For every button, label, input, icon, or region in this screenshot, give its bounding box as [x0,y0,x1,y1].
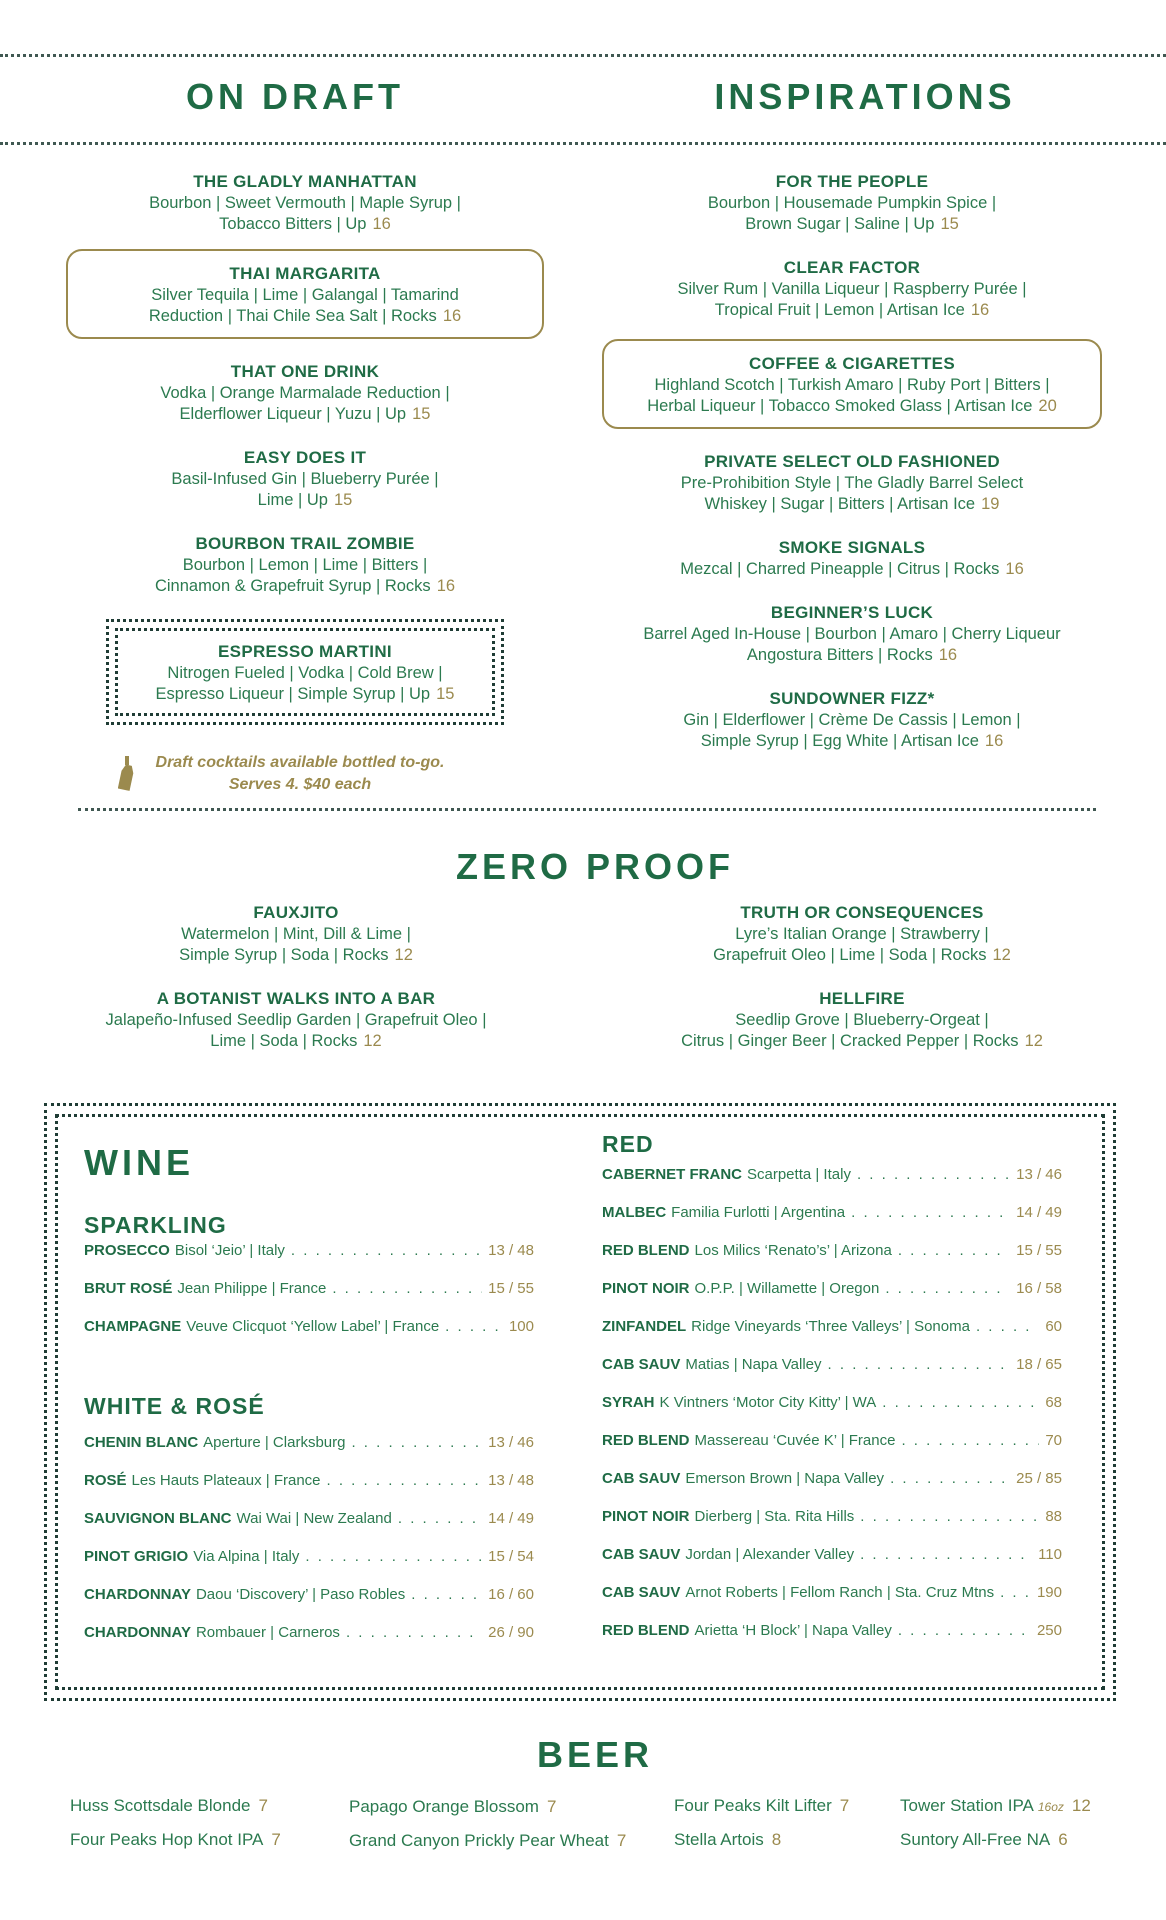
cocktail-price: 16 [970,301,990,319]
cocktail-desc: Seedlip Grove | Blueberry-Orgeat | [735,1011,989,1029]
beer-item [349,1797,626,1831]
cocktail-item [602,451,1102,515]
wine-detail: Wai Wai | New Zealand [236,1510,392,1527]
wine-varietal: MALBEC [602,1204,667,1221]
cocktail-item [642,902,1082,966]
cocktail-desc: Whiskey | Sugar | Bitters | Artisan Ice [704,495,976,513]
cocktail-desc: Bourbon | Lemon | Lime | Bitters | [182,556,428,574]
beer-item [349,1831,626,1865]
zero-proof-left-list [76,902,516,1074]
cocktail-desc: Simple Syrup | Soda | Rocks [179,946,389,964]
wine-row [602,1318,1062,1356]
wine-detail: Daou ‘Discovery’ | Paso Robles [195,1586,406,1603]
cocktail-name: EASY DOES IT [243,448,367,467]
beer-name: Four Peaks Hop Knot IPA [70,1830,264,1849]
beer-size: 16oz [1037,1800,1064,1814]
cocktail-price: 16 [1005,560,1024,578]
wine-row [602,1584,1062,1622]
wine-row [602,1204,1062,1242]
cocktail-name: PRIVATE SELECT OLD FASHIONED [704,452,1000,471]
wine-price: 110 [1038,1546,1062,1563]
cocktail-desc: Espresso Liqueur | Simple Syrup | Up [155,685,431,703]
cocktail-price: 16 [372,215,391,233]
cocktail-item [602,537,1102,580]
wine-row [84,1318,534,1356]
cocktail-price: 16 [938,646,958,664]
cocktail-item [602,171,1102,235]
beer-item [674,1830,849,1864]
wine-varietal: CHARDONNAY [84,1586,191,1603]
wine-detail: Jordan | Alexander Valley [685,1546,855,1563]
wine-row [84,1242,534,1280]
wine-detail: Via Alpina | Italy [193,1548,300,1565]
beer-price: 7 [839,1796,850,1815]
cocktail-price: 12 [1024,1032,1043,1050]
wine-detail: Les Hauts Plateaux | France [131,1472,321,1489]
cocktail-desc: Nitrogen Fueled | Vodka | Cold Brew | [167,664,443,682]
wine-detail: K Vintners ‘Motor City Kitty’ | WA [659,1394,877,1411]
wine-detail: Ridge Vineyards ‘Three Valleys’ | Sonoma [691,1318,970,1335]
beer-price: 7 [546,1797,557,1816]
beer-name: Suntory All-Free NA [900,1830,1051,1849]
cocktail-item [602,602,1102,666]
wine-detail: Massereau ‘Cuvée K’ | France [694,1432,896,1449]
on-draft-heading: ON DRAFT [186,76,404,117]
inspirations-list [602,171,1102,774]
wine-row [84,1624,534,1662]
wine-varietal: CAB SAUV [602,1584,681,1601]
wine-row [602,1622,1062,1660]
cocktail-price: 20 [1038,397,1057,415]
beer-name: Huss Scottsdale Blonde [70,1796,251,1815]
wine-detail: Scarpetta | Italy [747,1166,851,1183]
cocktail-desc: Cinnamon & Grapefruit Syrup | Rocks [154,577,431,595]
wine-price: 250 [1036,1622,1062,1639]
beer-item [900,1830,1091,1864]
wine-varietal: CAB SAUV [602,1356,681,1373]
cocktail-name: THAI MARGARITA [229,264,381,283]
sparkling-list [84,1242,534,1356]
wine-row [84,1586,534,1624]
wine-varietal: CHARDONNAY [84,1624,191,1641]
wine-detail: Veuve Clicquot ‘Yellow Label’ | France [186,1318,440,1335]
cocktail-price: 12 [394,946,413,964]
wine-price: 68 [1045,1394,1062,1411]
wine-row [602,1508,1062,1546]
beer-name: Four Peaks Kilt Lifter [674,1796,832,1815]
wine-detail: Rombauer | Carneros [195,1624,340,1641]
cocktail-name: TRUTH OR CONSEQUENCES [740,903,984,922]
top-dotted-rule [0,54,1166,57]
cocktail-price: 16 [984,732,1004,750]
cocktail-name: ESPRESSO MARTINI [218,642,392,661]
cocktail-price: 16 [436,577,456,595]
draft-to-go-note [140,752,460,796]
wine-varietal: CHENIN BLANC [84,1434,199,1451]
draft-note-line: Serves 4. $40 each [228,776,372,793]
cocktail-name: BOURBON TRAIL ZOMBIE [195,534,415,553]
cocktail-desc: Pre-Prohibition Style | The Gladly Barrel Select [680,474,1024,492]
cocktail-desc: Citrus | Ginger Beer | Cracked Pepper | Rocks [681,1032,1019,1050]
cocktail-desc: Bourbon | Housemade Pumpkin Spice | [707,194,997,212]
beer-price: 7 [271,1830,281,1849]
wine-varietal: PINOT NOIR [602,1508,690,1525]
wine-row [602,1432,1062,1470]
beer-name: Papago Orange Blossom [349,1797,539,1816]
wine-varietal: RED BLEND [602,1432,690,1449]
cocktail-price: 15 [412,405,431,423]
wine-heading: WINE [84,1142,194,1183]
beer-heading: BEER [536,1734,654,1775]
beer-item [674,1796,849,1830]
wine-price: 16 / 58 [1016,1280,1062,1297]
beer-name: Tower Station IPA [900,1796,1034,1815]
beer-item [70,1830,281,1864]
wine-row [84,1548,534,1586]
beer-price: 6 [1058,1830,1068,1849]
wine-row [84,1472,534,1510]
cocktail-desc: Grapefruit Oleo | Lime | Soda | Rocks [713,946,987,964]
espresso-martini-box [106,619,504,725]
cocktail-desc: Silver Rum | Vanilla Liqueur | Raspberry Purée | [677,280,1027,298]
wine-varietal: PROSECCO [84,1242,170,1259]
cocktail-price: 12 [363,1032,382,1050]
wine-price: 13 / 46 [488,1434,534,1451]
wine-price: 25 / 85 [1016,1470,1062,1487]
cocktail-item [76,988,516,1052]
beer-column [70,1796,281,1864]
wine-row [84,1510,534,1548]
beer-item [900,1796,1091,1830]
cocktail-desc: Elderflower Liqueur | Yuzu | Up [179,405,407,423]
beer-column [674,1796,849,1864]
cocktail-price: 12 [992,946,1011,964]
bottle-icon [118,756,136,797]
wine-varietal: BRUT ROSÉ [84,1280,173,1297]
wine-varietal: ZINFANDEL [602,1318,687,1335]
cocktail-item [602,688,1102,752]
wine-detail: Aperture | Clarksburg [203,1434,346,1451]
wine-row [84,1280,534,1318]
wine-varietal: CABERNET FRANC [602,1166,742,1183]
wine-price: 100 [508,1318,534,1335]
wine-varietal: CAB SAUV [602,1470,681,1487]
wine-detail: Dierberg | Sta. Rita Hills [694,1508,855,1525]
cocktail-desc: Lime | Up [257,491,328,509]
wine-detail: Arietta ‘H Block’ | Napa Valley [694,1622,892,1639]
cocktail-price: 15 [436,685,455,703]
on-draft-list [66,171,544,725]
wine-row [602,1470,1062,1508]
wine-detail: Familia Furlotti | Argentina [671,1204,846,1221]
wine-price: 15 / 55 [488,1280,534,1297]
cocktail-item [66,171,544,235]
beer-item [70,1796,281,1830]
beer-column [349,1797,626,1865]
wine-price: 16 / 60 [488,1586,534,1603]
wine-detail: Matias | Napa Valley [685,1356,822,1373]
wine-price: 18 / 65 [1016,1356,1062,1373]
cocktail-desc: Reduction | Thai Chile Sea Salt | Rocks [148,307,437,325]
cocktail-desc: Basil-Infused Gin | Blueberry Purée | [171,470,439,488]
cocktail-name: FAUXJITO [253,903,339,922]
featured-cocktail-box [602,339,1102,429]
wine-detail: O.P.P. | Willamette | Oregon [694,1280,880,1297]
cocktail-desc: Herbal Liqueur | Tobacco Smoked Glass | Artisan Ice [647,397,1033,415]
inspirations-heading: INSPIRATIONS [714,76,1016,117]
wine-price: 15 / 54 [488,1548,534,1565]
cocktail-name: THE GLADLY MANHATTAN [193,172,417,191]
cocktail-desc: Watermelon | Mint, Dill & Lime | [181,925,411,943]
cocktail-desc: Barrel Aged In-House | Bourbon | Amaro | Cherry Liqueur [643,625,1061,643]
cocktail-desc: Simple Syrup | Egg White | Artisan Ice [700,732,979,750]
draft-note-line: Draft cocktails available bottled to-go. [155,754,445,771]
cocktail-desc: Jalapeño-Infused Seedlip Garden | Grapefruit Oleo | [105,1011,487,1029]
wine-varietal: ROSÉ [84,1472,127,1489]
wine-price: 15 / 55 [1016,1242,1062,1259]
cocktail-name: FOR THE PEOPLE [775,172,929,191]
cocktail-name: A BOTANIST WALKS INTO A BAR [156,989,436,1008]
cocktail-name: COFFEE & CIGARETTES [749,354,955,373]
sparkling-heading: SPARKLING [84,1212,227,1238]
beer-name: Stella Artois [674,1830,764,1849]
wine-price: 13 / 48 [488,1242,534,1259]
cocktail-name: CLEAR FACTOR [783,258,921,277]
wine-varietal: SAUVIGNON BLANC [84,1510,232,1527]
cocktail-name: THAT ONE DRINK [230,362,380,381]
wine-price: 14 / 49 [488,1510,534,1527]
cocktail-desc: Highland Scotch | Turkish Amaro | Ruby Port | Bitters | [654,376,1050,394]
zero-proof-dotted-rule [78,808,1096,811]
wine-detail: Los Milics ‘Renato’s’ | Arizona [694,1242,892,1259]
cocktail-desc: Tobacco Bitters | Up [219,215,367,233]
cocktail-item [66,447,544,511]
wine-row [602,1394,1062,1432]
wine-row [84,1434,534,1472]
wine-varietal: RED BLEND [602,1242,690,1259]
beer-price: 7 [616,1831,627,1850]
cocktail-price: 16 [442,307,462,325]
wine-price: 88 [1045,1508,1062,1525]
wine-row [602,1546,1062,1584]
cocktail-price: 19 [981,495,1000,513]
cocktail-item [66,533,544,597]
white-rose-heading: WHITE & ROSÉ [84,1393,265,1419]
beer-price: 7 [258,1796,268,1815]
beer-price: 8 [771,1830,782,1849]
header-dotted-rule [0,142,1166,145]
cocktail-desc: Tropical Fruit | Lemon | Artisan Ice [714,301,965,319]
red-heading: RED [602,1131,654,1157]
cocktail-price: 15 [333,491,353,509]
cocktail-name: SMOKE SIGNALS [778,538,926,557]
wine-row [602,1280,1062,1318]
cocktail-desc: Angostura Bitters | Rocks [746,646,933,664]
cocktail-desc: Silver Tequila | Lime | Galangal | Tamarind [151,286,459,304]
wine-row [602,1356,1062,1394]
wine-detail: Jean Philippe | France [177,1280,327,1297]
wine-varietal: SYRAH [602,1394,655,1411]
wine-price: 14 / 49 [1016,1204,1062,1221]
beer-price: 12 [1071,1796,1091,1815]
beer-column [900,1796,1091,1864]
cocktail-desc: Lime | Soda | Rocks [210,1032,358,1050]
wine-price: 190 [1036,1584,1062,1601]
wine-varietal: PINOT NOIR [602,1280,690,1297]
cocktail-desc: Gin | Elderflower | Crème De Cassis | Lemon | [683,711,1021,729]
cocktail-item [66,361,544,425]
cocktail-name: BEGINNER’S LUCK [770,603,934,622]
cocktail-name: SUNDOWNER FIZZ* [769,689,935,708]
zero-proof-heading: ZERO PROOF [455,846,734,887]
wine-detail: Bisol ‘Jeio’ | Italy [174,1242,285,1259]
wine-price: 70 [1045,1432,1062,1449]
wine-detail: Arnot Roberts | Fellom Ranch | Sta. Cruz Mtns [685,1584,995,1601]
cocktail-desc: Vodka | Orange Marmalade Reduction | [160,384,450,402]
red-list [602,1166,1062,1660]
cocktail-desc: Mezcal | Charred Pineapple | Citrus | Rocks [680,560,1000,578]
white-rose-list [84,1434,534,1662]
cocktail-item [642,988,1082,1052]
cocktail-item [602,257,1102,321]
wine-varietal: CAB SAUV [602,1546,681,1563]
wine-price: 26 / 90 [488,1624,534,1641]
zero-proof-right-list [642,902,1082,1074]
wine-varietal: RED BLEND [602,1622,690,1639]
wine-price: 13 / 48 [488,1472,534,1489]
beer-name: Grand Canyon Prickly Pear Wheat [349,1831,609,1850]
wine-detail: Emerson Brown | Napa Valley [685,1470,885,1487]
cocktail-item [76,902,516,966]
cocktail-price: 15 [940,215,959,233]
cocktail-name: HELLFIRE [819,989,905,1008]
cocktail-desc: Lyre’s Italian Orange | Strawberry | [735,925,989,943]
cocktail-desc: Brown Sugar | Saline | Up [745,215,935,233]
wine-varietal: PINOT GRIGIO [84,1548,189,1565]
wine-price: 60 [1045,1318,1062,1335]
cocktail-desc: Bourbon | Sweet Vermouth | Maple Syrup | [149,194,461,212]
wine-varietal: CHAMPAGNE [84,1318,182,1335]
wine-row [602,1242,1062,1280]
wine-price: 13 / 46 [1016,1166,1062,1183]
wine-row [602,1166,1062,1204]
featured-cocktail-box [66,249,544,339]
